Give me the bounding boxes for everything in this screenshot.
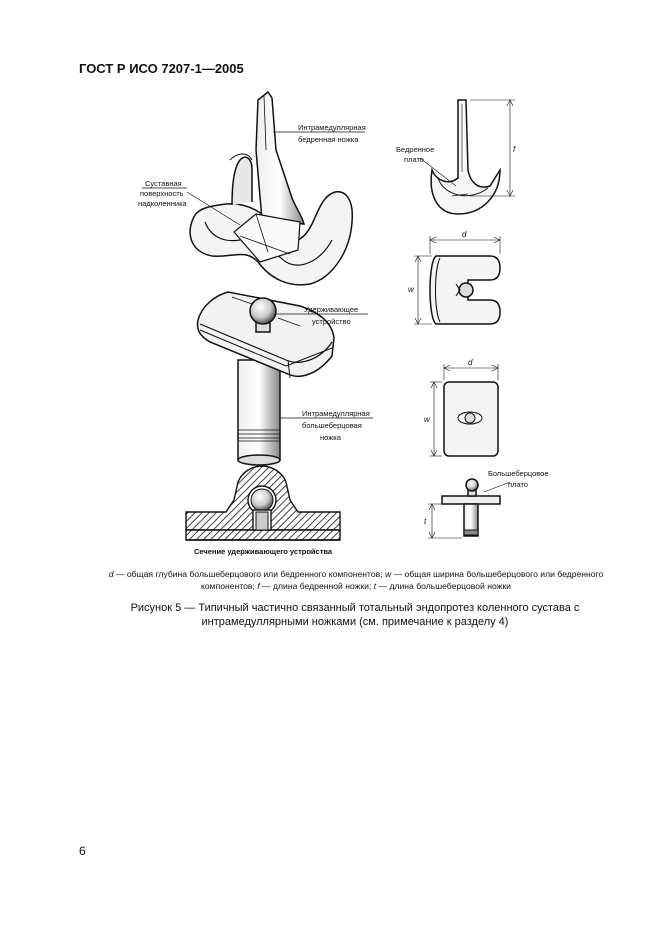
figure-legend xyxy=(96,569,616,592)
page-number: 6 xyxy=(79,844,86,858)
label-retaining-2: устройство xyxy=(312,317,351,326)
dim-t: t xyxy=(424,517,427,526)
legend-t: t xyxy=(373,580,377,591)
legend-w: w xyxy=(384,569,392,579)
femoral-top-view xyxy=(430,256,500,324)
legend-f-text: — длина бедренной ножки; xyxy=(259,580,374,591)
legend-d: d xyxy=(108,569,114,579)
label-tibial-stem-2: большеберцовая xyxy=(302,421,362,430)
femoral-component xyxy=(190,92,352,285)
label-tibial-plate-2: плато xyxy=(508,480,528,489)
label-femoral-stem-2: бедренная ножка xyxy=(298,135,359,144)
tibial-top-view xyxy=(444,382,498,456)
document-header: ГОСТ Р ИСО 7207-1—2005 xyxy=(79,61,244,76)
femoral-side-view xyxy=(431,100,500,214)
dim-w-tibial: w xyxy=(424,415,430,424)
label-tibial-plate-1: Большеберцовое xyxy=(488,469,549,478)
label-tibial-stem-1: Интрамедуллярная xyxy=(302,409,370,418)
legend-w-text: — общая ширина большеберцового или бедренного компонентов; xyxy=(201,569,604,591)
label-articular-1: Суставная xyxy=(145,179,182,188)
legend-d-text: — общая глубина большеберцового или бедренного компонентов; xyxy=(113,569,385,579)
retaining-device-section xyxy=(186,466,340,540)
tibial-side-view xyxy=(442,479,500,536)
label-section: Сечение удерживающего устройства xyxy=(194,547,333,556)
dim-w-femoral: w xyxy=(408,285,414,294)
dim-d-femoral: d xyxy=(462,230,467,239)
dim-d-tibial: d xyxy=(468,358,473,367)
label-femoral-plate-1: Бедренное xyxy=(396,145,435,154)
label-femoral-plate-2: плато xyxy=(404,155,424,164)
label-retaining-1: Удерживающее xyxy=(304,305,359,314)
figure-caption: Рисунок 5 — Типичный частично связанный тотальный эндопротез коленного сустава с интрамедуллярными ножками (см. примечание к разделу 4) xyxy=(130,602,580,628)
label-articular-3: надколенника xyxy=(138,199,187,208)
label-tibial-stem-3: ножка xyxy=(320,433,341,442)
dim-f: f xyxy=(513,145,516,154)
legend-t-text: — длина большеберцовой ножки xyxy=(376,580,511,591)
label-femoral-stem-1: Интрамедуллярная xyxy=(298,123,366,132)
legend-f: f xyxy=(257,580,260,591)
label-articular-2: поверхность xyxy=(140,189,184,198)
